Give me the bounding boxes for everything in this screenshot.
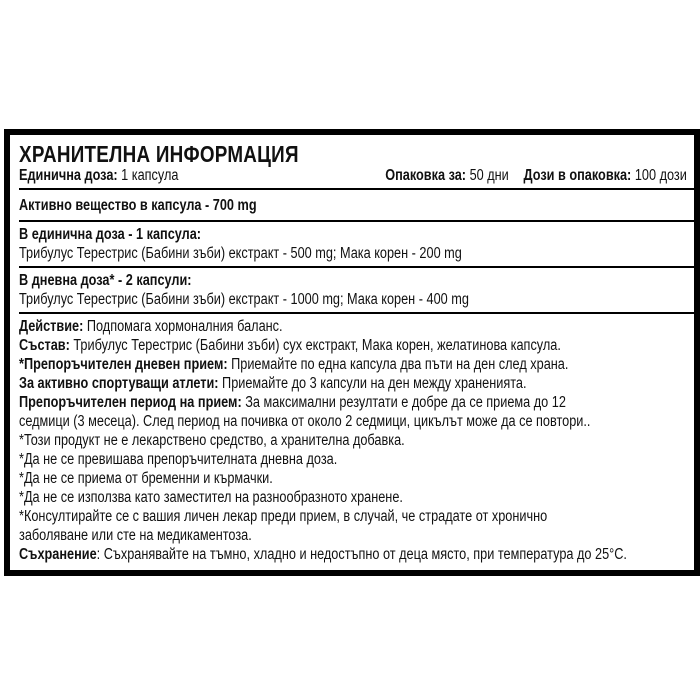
single-dose-text: Трибулус Терестрис (Бабини зъби) екстракт - 500 mg; Мака корен - 200 mg [19, 245, 462, 262]
package-label: Опаковка за: [385, 167, 467, 184]
divider [19, 312, 695, 314]
note-line-cont: заболяване или сте на медикаментоза. [19, 527, 252, 544]
single-dose-heading: В единична доза - 1 капсула: [19, 226, 202, 243]
unit-dose [19, 166, 178, 185]
unit-dose-value: 1 капсула [117, 167, 179, 184]
daily-dose-text: Трибулус Терестрис (Бабини зъби) екстракт - 1000 mg; Мака корен - 400 mg [19, 291, 469, 308]
period-line-cont: седмици (3 месеца). След период на почивка от около 2 седмици, цикълът може да се повтори.. [19, 413, 591, 430]
note-line: *Да не се приема от бременни и кърмачки. [19, 470, 273, 487]
single-dose-section [19, 225, 559, 263]
note-line: *Да не се използва като заместител на разнообразното хранене. [19, 489, 403, 506]
action-line: Действие: Подпомага хормоналния баланс. [19, 318, 283, 335]
storage-line: Съхранение: Съхранявайте на тъмно, хладно и недостъпно от деца място, при температура до 25°C. [19, 546, 627, 563]
label-title: ХРАНИТЕЛНА ИНФОРМАЦИЯ [19, 141, 299, 167]
info-section [19, 317, 700, 564]
athletes-line: За активно спортуващи атлети: Приемайте до 3 капсули на ден между храненията. [19, 375, 527, 392]
note-line: *Този продукт не е лекарствено средство, а хранителна добавка. [19, 432, 405, 449]
note-line: *Да не се превишава препоръчителната дневна доза. [19, 451, 338, 468]
serving-row [19, 166, 687, 185]
active-substance: Активно вещество в капсула - 700 mg [19, 197, 257, 214]
daily-dose-section [19, 271, 568, 309]
divider [19, 220, 695, 222]
daily-dose-heading: В дневна доза* - 2 капсули: [19, 272, 192, 289]
label-content [19, 135, 687, 563]
period-line: Препоръчителен период на прием: За максимални резултати е добре да се приема до 12 [19, 394, 566, 411]
package-value: 50 дни [466, 167, 509, 184]
composition-line: Състав: Трибулус Терестрис (Бабини зъби) сух екстракт, Мака корен, желатинова капсула. [19, 337, 561, 354]
doses-label: Дози в опаковка: [523, 167, 632, 184]
daily-intake-line: *Препоръчителен дневен прием: Приемайте по една капсула два пъти на ден след храна. [19, 356, 569, 373]
unit-dose-label: Единична доза: [19, 167, 118, 184]
note-line: *Консултирайте се с вашия личен лекар преди прием, в случай, че страдате от хронично [19, 508, 548, 525]
nutrition-label [4, 129, 700, 576]
divider [19, 266, 695, 268]
package-info [385, 166, 687, 185]
divider [19, 188, 695, 190]
doses-value: 100 дози [631, 167, 687, 184]
